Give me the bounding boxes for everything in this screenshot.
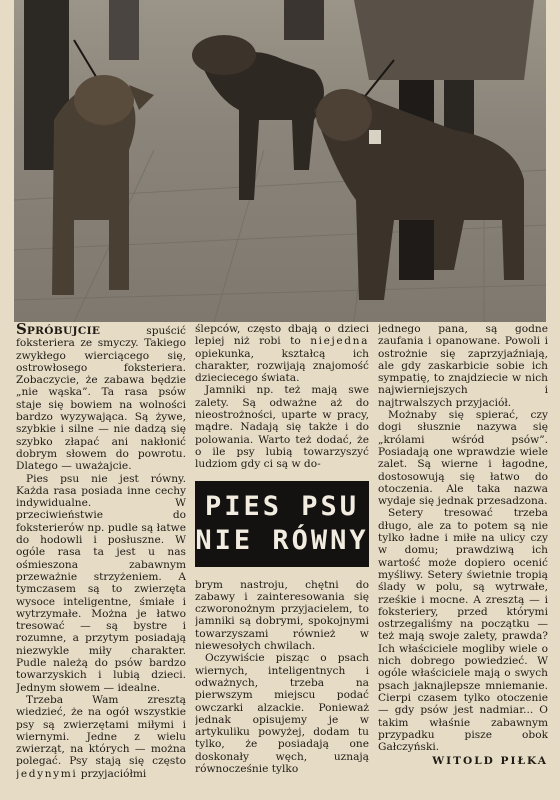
column-1 (16, 323, 186, 797)
article-title (195, 481, 369, 567)
paragraph: Pies psu nie jest równy. Każda rasa posiada inne cechy indywidualne. W przeciwieństwie do foksterierów np. pudle są łatwe do hodowli i posłuszne. W ogóle rasa ta jest u nas ośmieszona zabawnym przeważnie strzyżeniem. A tymczasem są to zwierzęta wysoce inteligentne, śmiałe i wytrzymałe. Można je łatwo tresować — są bystre i rozumne, a przytym posiadają niezwykle miły charakter. Pudle należą do psów bardzo towarzyskich i lubią dzieci. Jednym słowem — idealne. (16, 472, 186, 694)
dogs-photo-illustration (14, 0, 546, 322)
author-byline: WITOLD PIŁKA (432, 755, 548, 768)
lead-word: PRÓBUJCIE (26, 325, 101, 337)
title-line-2: NIE RÓWNY (195, 524, 369, 556)
paragraph-text: Trzeba Wam zresztą wiedzieć, że na ogół wszystkie psy są zwierzętami miłymi i wiernymi. Jedne z wielu zwierząt, na których — można polegać. Psy stają się często (16, 693, 186, 768)
paragraph: brym nastroju, chętni do zabawy i zainteresowania się czworonożnym przyjacielem, to jamniki są dobrymi, spokojnymi towarzyszami również w niewesołych chwilach. (195, 578, 369, 653)
emphasis-text: niejedna (310, 335, 369, 348)
paragraph: Oczywiście pisząc o psach wiernych, inteligentnych i odważnych, trzeba na pierwszym miejscu podać owczarki alzackie. Ponieważ jednak opisujemy je w artykuliku powyżej, dodam tu tylko, że posiadają one doskonały węch, uznają równocześnie tylko (195, 652, 369, 776)
paragraph: jednego pana, są godne zaufania i opanowane. Powoli i ostrożnie się zaprzyjaźniają, ale gdy zaskarbicie sobie ich sympatię, to znajdziecie w nich najwierniejszych i najtrwalszych przyjaciół. (378, 323, 548, 409)
drop-cap: S (16, 323, 27, 338)
paragraph: Możnaby się spierać, czy dogi słusznie nazywa się „królami wśród psów”. Posiadają one wprawdzie wiele zalet. Są wierne i łagodne, dostosowują się łatwo do otoczenia. Ale taka nazwa wydaje się jednak przesadzona. (378, 409, 548, 508)
column-3 (378, 323, 548, 797)
paragraph-text: ślepców, często dbają o dzieci lepiej niż robi to (195, 323, 369, 348)
paragraph (195, 323, 369, 384)
paragraph: Setery tresować trzeba długo, ale za to potem są nie tylko ładne i miłe na ulicy czy w domu; prawdziwą ich wartość może dopiero ocenić myśliwy. Setery świetnie tropią ślady w polu, są wytrwałe, rześkie i mocne. A zresztą — i foksteriery, przed którymi ostrzegaliśmy na początku — też mają swoje zalety, prawda? Ich właściciele mogliby wiele o nich dobrego powiedzieć. W ogóle właściciele mają o swych psach jaknajlepsze mniemanie. Cierpi czasem tylko otoczenie — gdy psów jest nadmiar... O takim właśnie zabawnym przypadku pisze obok Gałczyński. (378, 507, 548, 754)
column-2 (195, 323, 369, 797)
title-line-1: PIES PSU (204, 490, 360, 522)
paragraph-text: opiekunka, kształcą ich charakter, rozwijają znajomość dzieciecego świata. (195, 347, 369, 385)
dogs-photo (14, 0, 546, 322)
paragraph: Jamniki np. też mają swe zalety. Są odważne aż do nieostrożności, uparte w pracy, mądre. Nadają się także i do polowania. Warto też dodać, że o ile psy lubią towarzyszyć ludziom gdy ci są w do- (195, 384, 369, 471)
paragraph-text: przyjaciółmi (77, 767, 147, 780)
paragraph (16, 694, 186, 780)
article-body (16, 323, 546, 797)
paragraph (16, 323, 186, 473)
paragraph-text: spuścić foksteriera ze smyczy. Takiego zwykłego wierciącego się, ostrowłosego foksteriera. Zobaczycie, że zabawa będzie „nie wąska”. Ta rasa psów staje się bowiem na wolności bardzo wyzywająca. Są żywe, szybkie i silne — nie dadzą się szybko złapać ani nakłonić dobrym słowem do powrotu. Dlatego — uważajcie. (16, 325, 186, 473)
emphasis-text: jedynymi (16, 767, 78, 780)
